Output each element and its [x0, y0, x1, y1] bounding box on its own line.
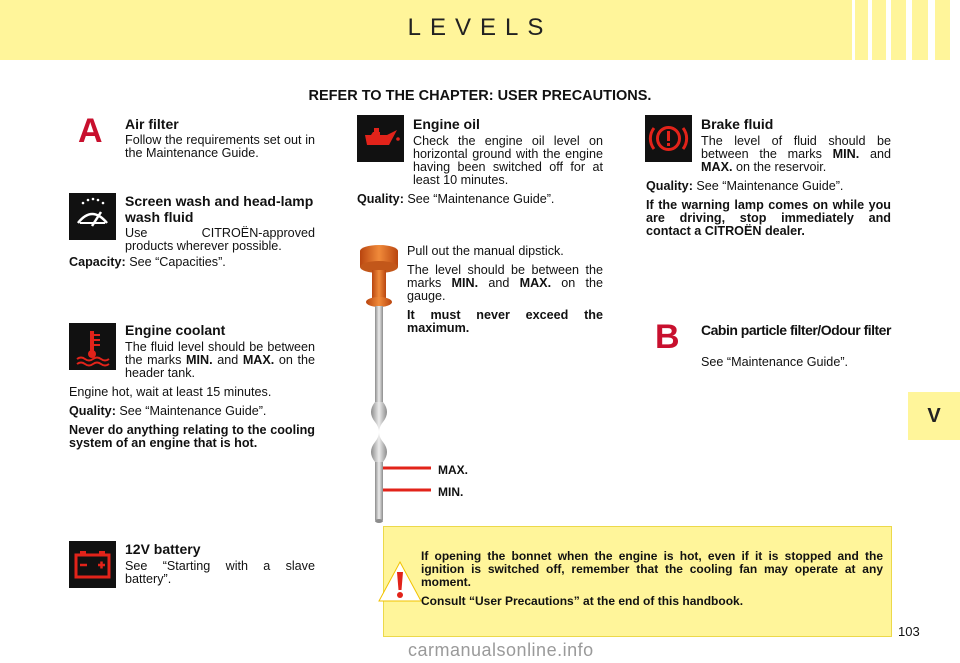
- engine-oil-text: Check the engine oil level on horizontal ground with the engine having been switched off for at least 10 minutes.: [413, 134, 603, 187]
- cabin-filter-title: Cabin particle filter/Odour filter: [701, 322, 891, 338]
- engine-coolant-body: [69, 341, 315, 456]
- coolant-max: MAX.: [242, 353, 275, 367]
- page-title: LEVELS: [407, 14, 553, 41]
- marker-letter-b: B: [655, 318, 680, 356]
- watermark: carmanualsonline.info: [408, 640, 594, 660]
- page-number: 103: [898, 624, 920, 639]
- dipstick-min-label: MIN.: [438, 485, 464, 499]
- capacity-label: Capacity:: [69, 255, 126, 269]
- capacity-value: See “Capacities”.: [125, 255, 226, 269]
- chapter-tab[interactable]: [908, 392, 960, 440]
- screen-wash-title: Screen wash and head-lamp wash fluid: [125, 193, 314, 225]
- bonnet-warning-text: [421, 550, 883, 614]
- air-filter-title: Air filter: [125, 116, 179, 132]
- dipstick-max-label: MAX.: [438, 463, 468, 477]
- screen-wash-text: Use CITROËN-approved products wherever possible.: [125, 226, 315, 253]
- dipstick-text-2b: on the gauge.: [407, 276, 604, 303]
- coolant-text-a: The fluid level should be between the marks: [125, 340, 315, 367]
- engine-coolant-title: Engine coolant: [125, 322, 226, 338]
- brake-fluid-title: Brake fluid: [701, 116, 774, 132]
- brake-quality-label: Quality:: [646, 179, 693, 193]
- coolant-text-b: on the header tank.: [125, 353, 316, 380]
- battery-icon: [69, 541, 116, 588]
- chapter-tab-label: V: [927, 405, 941, 427]
- engine-oil-body: [357, 135, 603, 212]
- air-filter-text: Follow the requirements set out in the Maintenance Guide.: [125, 133, 315, 160]
- battery-text: See “Starting with a slave battery”.: [125, 559, 315, 586]
- coolant-quality-value: See “Maintenance Guide”.: [115, 404, 267, 418]
- brake-text-b: on the reservoir.: [732, 160, 827, 174]
- brake-text-a: The level of fluid should be between the marks: [701, 134, 891, 161]
- bonnet-warning-line-2: Consult “User Precautions” at the end of this handbook.: [421, 594, 744, 608]
- washer-icon: [69, 193, 116, 240]
- cabin-filter-text: See “Maintenance Guide”.: [701, 355, 849, 369]
- brake-max: MAX.: [701, 160, 733, 174]
- brake-quality-value: See “Maintenance Guide”.: [692, 179, 844, 193]
- brake-warning: If the warning lamp comes on while you are driving, stop immediately and contact a CITROËN dealer.: [646, 198, 891, 238]
- dipstick-text-2a: The level should be between the marks: [407, 263, 603, 290]
- bonnet-warning-line-1: If opening the bonnet when the engine is hot, even if it is stopped and the ignition is switched off, remember that the cooling fan may operate at any moment.: [421, 549, 883, 589]
- brake-and: and: [859, 147, 891, 161]
- dipstick-text-1: Pull out the manual dipstick.: [407, 244, 564, 258]
- engine-oil-title: Engine oil: [413, 116, 480, 132]
- brake-fluid-body: [646, 135, 891, 244]
- dipstick-max: MAX.: [519, 276, 552, 290]
- marker-letter-a: A: [78, 112, 103, 150]
- dipstick-warning: It must never exceed the maximum.: [407, 308, 603, 335]
- dipstick-and: and: [478, 276, 520, 290]
- coolant-text-2: Engine hot, wait at least 15 minutes.: [69, 385, 272, 399]
- dipstick-instructions: [407, 245, 603, 341]
- warning-triangle-icon: [377, 559, 423, 605]
- coolant-quality-label: Quality:: [69, 404, 116, 418]
- dipstick-min: MIN.: [451, 276, 479, 290]
- battery-title: 12V battery: [125, 541, 201, 557]
- brake-min: MIN.: [832, 147, 860, 161]
- coolant-and: and: [212, 353, 243, 367]
- coolant-min: MIN.: [186, 353, 213, 367]
- oil-quality-value: See “Maintenance Guide”.: [403, 192, 555, 206]
- section-subtitle: REFER TO THE CHAPTER: USER PRECAUTIONS.: [308, 88, 652, 104]
- oil-quality-label: Quality:: [357, 192, 404, 206]
- coolant-warning: Never do anything relating to the cooling system of an engine that is hot.: [69, 423, 315, 450]
